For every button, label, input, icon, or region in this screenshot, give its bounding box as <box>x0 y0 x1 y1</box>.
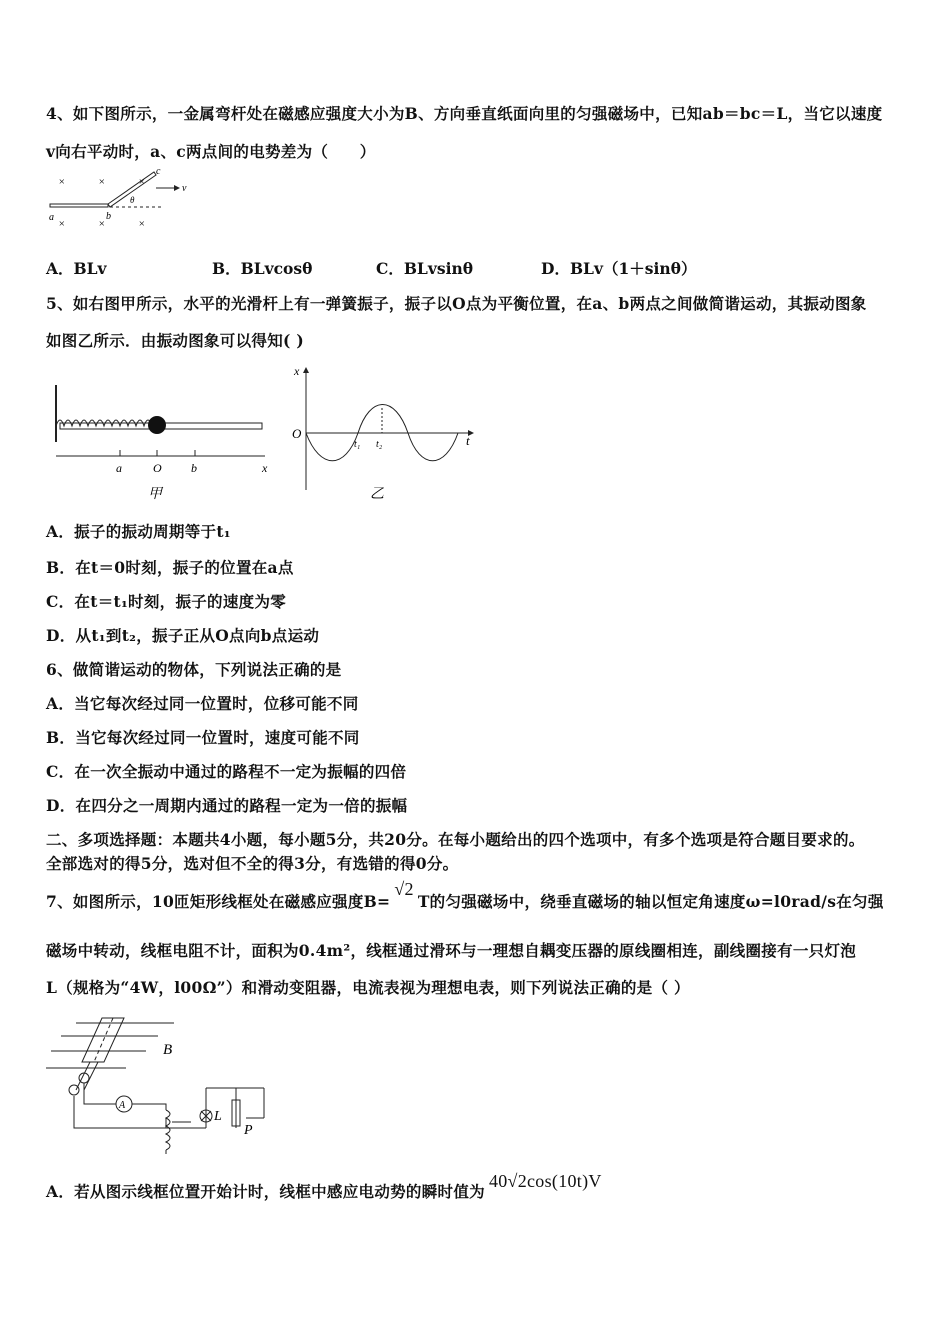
svg-text:×: × <box>58 218 66 230</box>
svg-text:乙: 乙 <box>370 487 384 502</box>
q5-option-b[interactable]: B．在t＝0时刻，振子的位置在a点 <box>46 558 294 577</box>
svg-text:P: P <box>244 1123 253 1138</box>
q4-figure-bent-rod <box>46 168 186 238</box>
svg-text:a: a <box>116 461 122 475</box>
svg-text:L: L <box>214 1109 222 1124</box>
q7-option-a[interactable] <box>46 1171 602 1202</box>
q5-stem-line2: 如图乙所示．由振动图象可以得知( ) <box>46 331 304 350</box>
q4-option-d[interactable]: D．BLv（1＋sinθ） <box>541 259 697 278</box>
svg-text:O: O <box>153 461 162 475</box>
q6-option-a[interactable]: A．当它每次经过同一位置时，位移可能不同 <box>46 694 359 713</box>
svg-text:x: x <box>262 461 268 475</box>
svg-text:×: × <box>98 176 106 188</box>
svg-text:×: × <box>138 176 146 188</box>
emf-expression: 40√2cos(10t)V <box>488 1171 602 1191</box>
q7-stem-line3: L（规格为“4W，l00Ω”）和滑动变阻器，电流表视为理想电表，则下列说法正确的是（ ） <box>46 978 690 997</box>
q5-figure-vibration-graph <box>290 365 480 505</box>
q5-option-c[interactable]: C．在t＝t₁时刻，振子的速度为零 <box>46 592 287 611</box>
q7-stem-line1 <box>46 879 884 912</box>
sqrt2-expression: √2 <box>394 879 414 899</box>
svg-text:B: B <box>163 1042 173 1058</box>
svg-text:b: b <box>191 461 197 475</box>
q4-option-c[interactable]: C．BLvsinθ <box>376 259 474 278</box>
section2-heading-line2: 全部选对的得5分，选对但不全的得3分，有选错的得0分。 <box>46 854 459 873</box>
section2-heading-line1: 二、多项选择题：本题共4小题，每小题5分，共20分。在每小题给出的四个选项中，有多个选项是符合题目要求的。 <box>46 830 865 849</box>
q7-stem-part2: T的匀强磁场中，绕垂直磁场的轴以恒定角速度ω=l0rad/s在匀强 <box>417 892 884 911</box>
q7-option-a-text: A．若从图示线框位置开始计时，线框中感应电动势的瞬时值为 <box>46 1182 485 1201</box>
svg-text:×: × <box>58 176 66 188</box>
q4-stem-line2: v向右平动时，a、c两点间的电势差为（ ） <box>46 142 376 161</box>
q7-stem-part1: 7、如图所示，10匝矩形线框处在磁感应强度B= <box>46 892 391 911</box>
q4-option-a[interactable]: A．BLv <box>46 259 107 278</box>
q5-figure-spring-oscillator <box>50 380 280 505</box>
q6-option-c[interactable]: C．在一次全振动中通过的路程不一定为振幅的四倍 <box>46 762 407 781</box>
svg-text:×: × <box>138 218 146 230</box>
q4-stem-line1: 4、如下图所示，一金属弯杆处在磁感应强度大小为B、方向垂直纸面向里的匀强磁场中，已知ab＝bc＝L，当它以速度 <box>46 104 883 123</box>
q6-stem: 6、做简谐运动的物体，下列说法正确的是 <box>46 660 342 679</box>
svg-text:A: A <box>119 1100 126 1111</box>
svg-text:c: c <box>156 166 161 177</box>
q5-option-d[interactable]: D．从t₁到t₂，振子正从O点向b点运动 <box>46 626 320 645</box>
q6-option-b[interactable]: B．当它每次经过同一位置时，速度可能不同 <box>46 728 360 747</box>
svg-text:甲: 甲 <box>148 487 162 502</box>
q5-option-a[interactable]: A．振子的振动周期等于t₁ <box>46 522 231 541</box>
svg-text:x: x <box>294 364 300 378</box>
svg-text:v: v <box>182 183 187 194</box>
svg-text:t₂: t₂ <box>376 439 383 450</box>
svg-text:t₁: t₁ <box>354 439 361 450</box>
q4-option-b[interactable]: B．BLvcosθ <box>212 259 313 278</box>
q5-stem-line1: 5、如右图甲所示，水平的光滑杆上有一弹簧振子，振子以O点为平衡位置，在a、b两点之间做简谐运动，其振动图象 <box>46 294 867 313</box>
q7-figure-generator-circuit <box>46 1018 286 1138</box>
svg-text:×: × <box>98 218 106 230</box>
svg-text:t: t <box>466 433 470 448</box>
svg-text:O: O <box>292 426 302 441</box>
q7-stem-line2: 磁场中转动，线框电阻不计，面积为0.4m²，线框通过滑环与一理想自耦变压器的原线圈相连，副线圈接有一只灯泡 <box>46 941 857 960</box>
q6-option-d[interactable]: D．在四分之一周期内通过的路程一定为一倍的振幅 <box>46 796 408 815</box>
svg-text:a: a <box>49 212 54 223</box>
svg-text:θ: θ <box>130 195 135 205</box>
svg-text:b: b <box>106 211 111 222</box>
